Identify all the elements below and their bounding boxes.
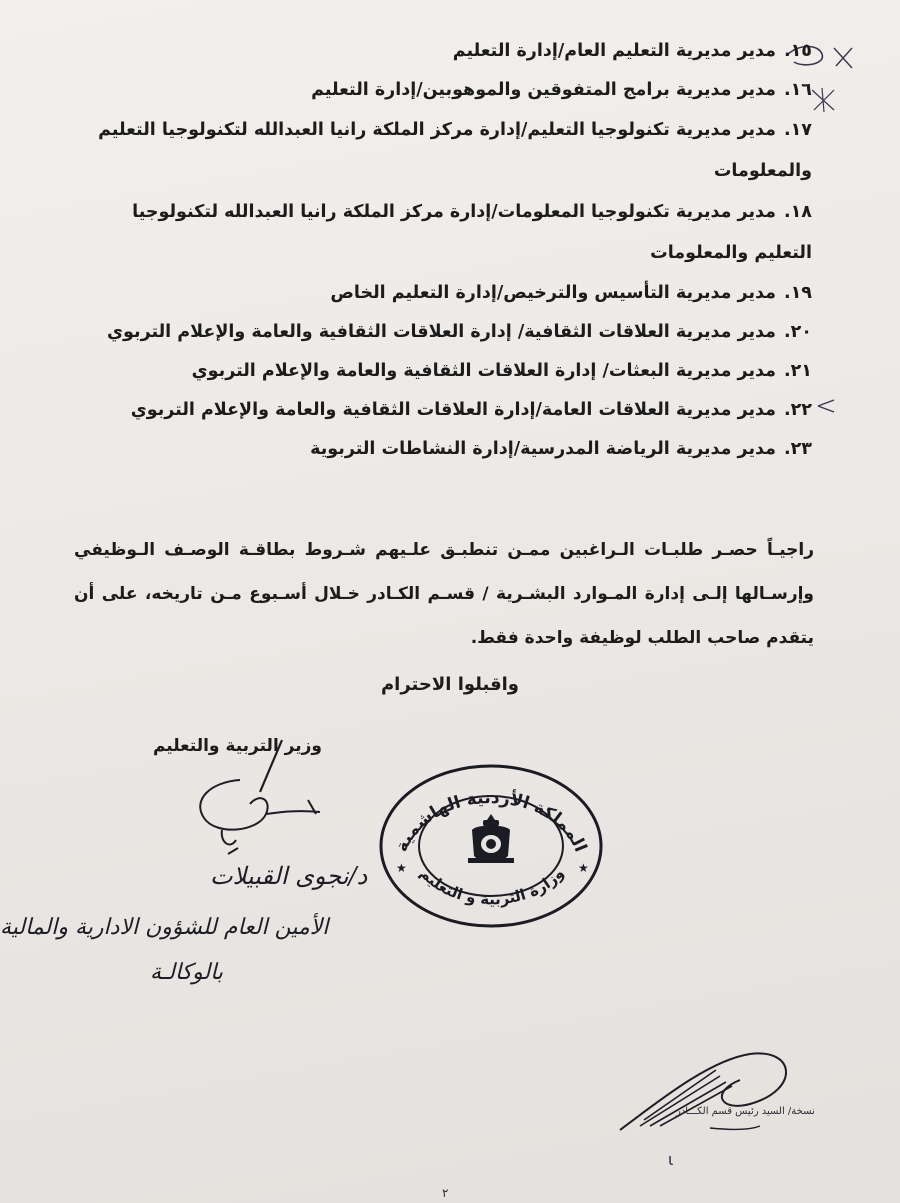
- signer-name: د/نجوى القبيلات: [210, 862, 368, 890]
- signer-proxy: بالوكالـة: [150, 960, 224, 985]
- list-item: [72, 32, 812, 71]
- item-text: مدير مديرية التعليم العام/إدارة التعليم: [452, 41, 776, 61]
- item-number: ١٩.: [783, 283, 812, 303]
- item-number: ١٦.: [783, 80, 812, 100]
- item-text-continued: التعليم والمعلومات: [650, 243, 812, 263]
- item-number: ١٧.: [783, 120, 812, 140]
- margin-cross-mark-21: [814, 396, 838, 416]
- item-number: ١٨.: [783, 202, 812, 222]
- signer-role: الأمين العام للشؤون الادارية والمالية: [0, 915, 329, 940]
- item-number: ٢٣.: [783, 439, 812, 459]
- handwritten-signature: [170, 770, 340, 870]
- copy-signature: [600, 1030, 810, 1140]
- request-paragraph: راجيـاً حصـر طلبـات الـراغبين ممـن تنطبـق علـيهم شـروط بطاقـة الوصـف الـوظيفي وإرسـالها إلـى إدارة المـوارد البشـرية / قسـم الكـادر خـلال أسـبوع مـن تاريخه، على أن يتقدم صاحب الطلب لوظيفة واحدة فقط.: [74, 540, 814, 648]
- closing-regards: واقبلوا الاحترام: [380, 674, 519, 695]
- page-number: ٢: [442, 1186, 449, 1200]
- ministry-seal: [376, 760, 606, 930]
- item-text: مدير مديرية الرياضة المدرسية/إدارة النشاطات التربوية: [310, 439, 776, 459]
- item-text: مدير مديرية العلاقات الثقافية/ إدارة العلاقات الثقافية والعامة والإعلام التربوي: [106, 322, 776, 342]
- item-text-continued: والمعلومات: [713, 161, 812, 181]
- item-number: ١٥.: [783, 41, 812, 61]
- svg-text:★: ★: [396, 861, 407, 875]
- copy-note: نسخة/ السيد رئيس قسم الكـــادر: [676, 1106, 815, 1117]
- svg-text:وزارة التربية و التعليم: وزارة التربية و التعليم: [416, 864, 568, 909]
- item-text: مدير مديرية تكنولوجيا التعليم/إدارة مركز الملكة رانيا العبدالله لتكنولوجيا التعليم: [98, 120, 776, 140]
- item-text: مدير مديرية التأسيس والترخيص/إدارة التعليم الخاص: [330, 283, 776, 303]
- item-number: ٢٢.: [783, 400, 812, 420]
- list-item: [72, 274, 812, 313]
- list-item: [72, 71, 812, 110]
- list-item: [72, 430, 812, 469]
- item-number: ٢١.: [783, 361, 812, 381]
- item-number: ٢٠.: [783, 322, 812, 342]
- list-item: [72, 352, 812, 391]
- svg-text:★: ★: [578, 861, 589, 875]
- item-text: مدير مديرية البعثات/ إدارة العلاقات الثقافية والعامة والإعلام التربوي: [191, 361, 776, 381]
- list-item: [72, 391, 812, 430]
- signature-title: وزير التربية والتعليم: [152, 736, 322, 756]
- svg-text:المملكة الأردنية الهاشمية: المملكة الأردنية الهاشمية: [391, 788, 591, 855]
- list-item: [72, 110, 812, 192]
- margin-cross-mark-16: [808, 86, 840, 114]
- positions-list: [72, 32, 812, 469]
- pen-stroke: ι: [668, 1150, 674, 1169]
- list-item: [72, 313, 812, 352]
- item-text: مدير مديرية العلاقات العامة/إدارة العلاقات الثقافية والعامة والإعلام التربوي: [130, 400, 776, 420]
- item-text: مدير مديرية برامج المتفوقين والموهوبين/إدارة التعليم: [311, 80, 776, 100]
- item-text: مدير مديرية تكنولوجيا المعلومات/إدارة مركز الملكة رانيا العبدالله لتكنولوجيا: [132, 202, 776, 222]
- list-item: [72, 192, 812, 274]
